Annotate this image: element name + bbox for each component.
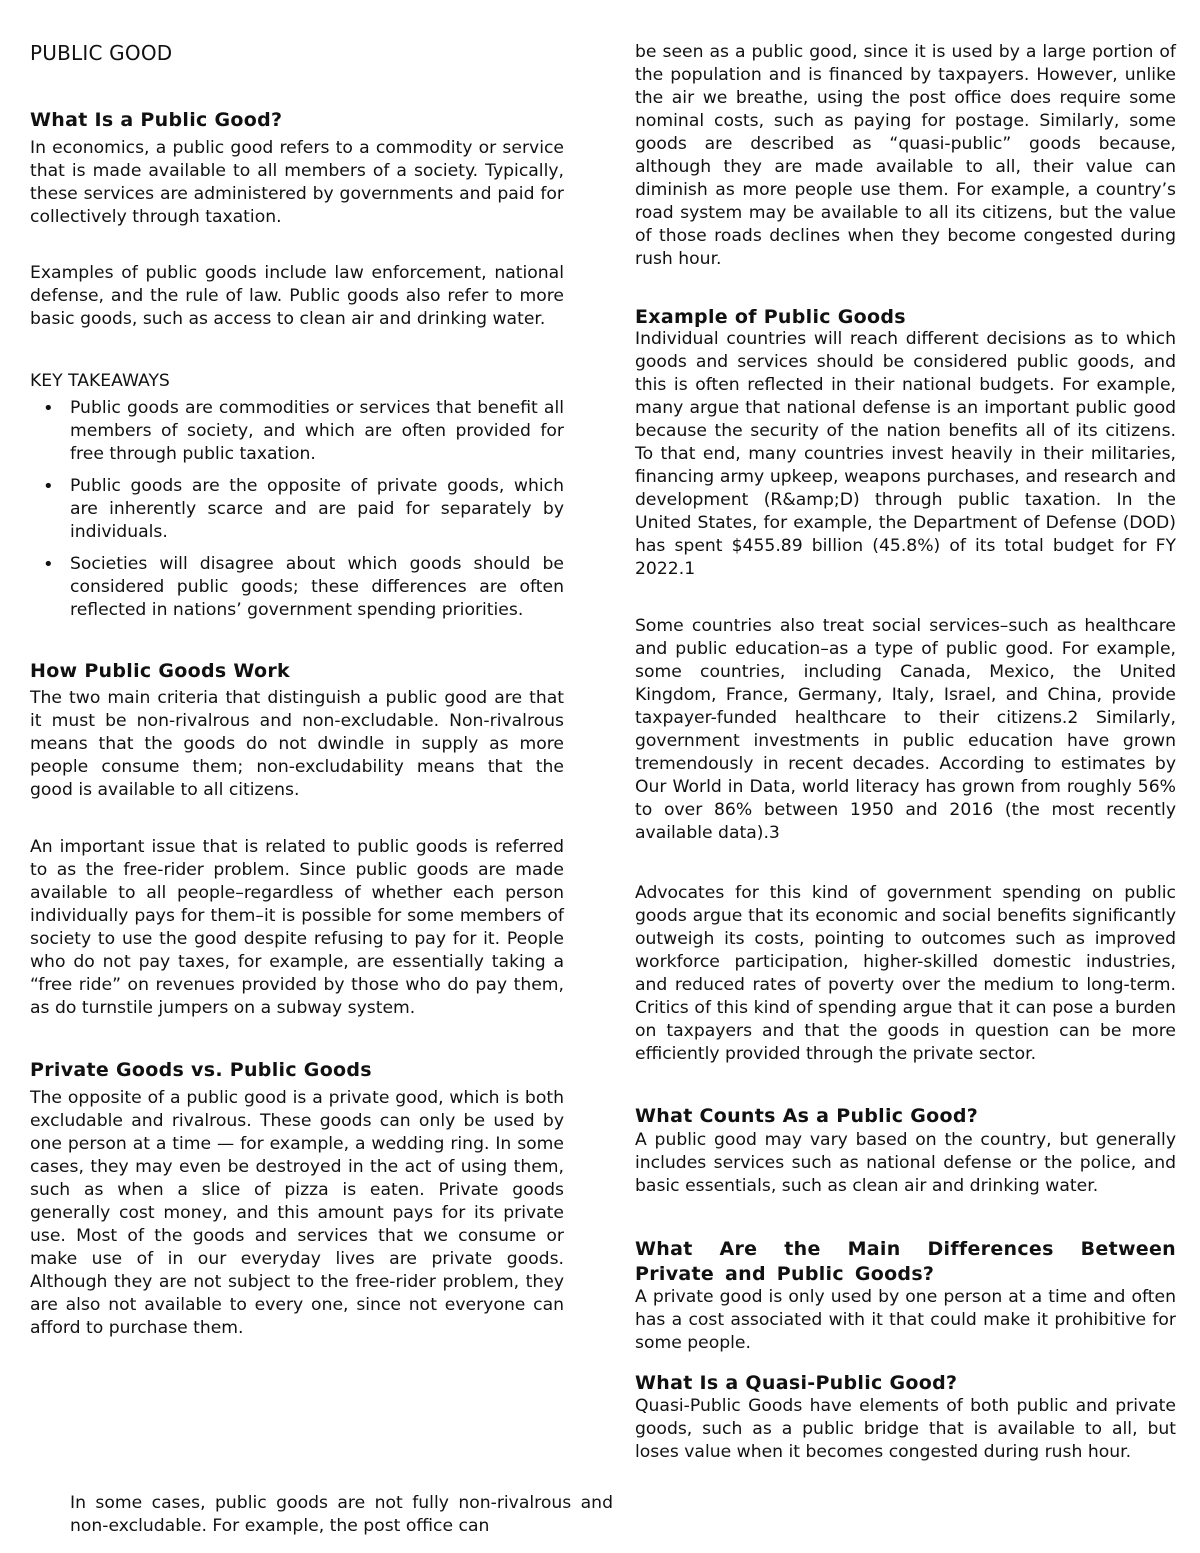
document-title: PUBLIC GOOD (30, 41, 173, 65)
paragraph-how-1: The two main criteria that distinguish a public good are that it must be non-rivalrous and non-excludable. Non-rivalrous means that the goods do not dwindle in supply as more people consume them; non-excludability means that the good is available to all citizens. (30, 688, 564, 800)
paragraph-example-3: Advocates for this kind of government spending on public goods argue that its economic and social benefits significantly outweigh its costs, pointing to outcomes such as improved workforce participation, higher-skilled domestic industries, and reduced rates of poverty over the medium to long-term. Critics of this kind of spending argue that it can pose a burden on taxpayers and that the goods in question can be more efficiently provided through the private sector. (635, 883, 1176, 1064)
list-item: • Societies will disagree about which goods should be considered public goods; these differences are often reflected in nations’ government spending priorities. (70, 553, 564, 622)
heading-what-counts: What Counts As a Public Good? (635, 1105, 979, 1127)
paragraph-what-2: Examples of public goods include law enforcement, national defense, and the rule of law. Public goods also refer to more basic goods, such as access to clean air and drinking water. (30, 263, 564, 329)
heading-quasi-public-good: What Is a Quasi-Public Good? (635, 1372, 958, 1394)
paragraph-what-1: In economics, a public good refers to a commodity or service that is made available to all members of a society. Typically, these services are administered by governments and paid for collectively through taxation. (30, 138, 564, 227)
paragraph-example-2: Some countries also treat social services–such as healthcare and public education–as a type of public good. For example, some countries, including Canada, Mexico, the United Kingdom, France, Germany, Italy, Israel, and China, provide taxpayer-funded healthcare to their citizens.2 Similarly, government investments in public education have grown tremendously in recent decades. According to estimates by Our World in Data, world literacy has grown from roughly 56% to over 86% between 1950 and 2016 (the most recently available data).3 (635, 616, 1176, 843)
paragraph-example-1: Individual countries will reach different decisions as to which goods and services should be considered public goods, and this is often reflected in their national budgets. For example, many argue that national defense is an important public good because the security of the nation benefits all of its citizens. To that end, many countries invest heavily in their militaries, financing army upkeep, weapons purchases, and research and development (R&amp;D) through public taxation. In the United States, for example, the Department of Defense (DOD) has spent $455.89 billion (45.8%) of its total budget for FY 2022.1 (635, 329, 1176, 579)
heading-example-of-public-goods: Example of Public Goods (635, 306, 906, 328)
list-item: • Public goods are commodities or services that benefit all members of society, and which are often provided for free through public taxation. (70, 397, 564, 466)
heading-main-differences: What Are the Main Differences Between Private and Public Goods? (635, 1238, 1176, 1285)
paragraph-how-2: An important issue that is related to public goods is referred to as the free-rider problem. Since public goods are made available to all people–regardless of whether each person individually pays for them–it is possible for some members of society to use the good despite refusing to pay for it. People who do not pay taxes, for example, are essentially taking a “free ride” on revenues provided by those who do pay them, as do turnstile jumpers on a subway system. (30, 837, 564, 1018)
paragraph-private: The opposite of a public good is a private good, which is both excludable and rivalrous. These goods can only be used by one person at a time — for example, a wedding ring. In some cases, they may even be destroyed in the act of using them, such as when a slice of pizza is eaten. Private goods generally cost money, and this amount pays for its private use. Most of the goods and services that we consume or make use of in our everyday lives are private goods. Although they are not subject to the free-rider problem, they are also not available to every one, since not everyone can afford to purchase them. (30, 1088, 564, 1338)
heading-what-is-public-good: What Is a Public Good? (30, 109, 283, 131)
heading-private-vs-public: Private Goods vs. Public Goods (30, 1059, 372, 1081)
paragraph-quasi-public-good: Quasi-Public Goods have elements of both public and private goods, such as a public bridge that is available to all, but loses value when it becomes congested during rush hour. (635, 1396, 1176, 1462)
paragraph-continued: be seen as a public good, since it is used by a large portion of the population and is financed by taxpayers. However, unlike the air we breathe, using the post office does require some nominal costs, such as paying for postage. Similarly, some goods are described as “quasi-public” goods because, although they are made available to all, their value can diminish as more people use them. For example, a country’s road system may be available to all its citizens, but the value of those roads declines when they become congested during rush hour. (635, 42, 1176, 269)
key-takeaways-label: KEY TAKEAWAYS (30, 371, 170, 391)
key-takeaways-list (30, 397, 564, 631)
list-item: • Public goods are the opposite of private goods, which are inherently scarce and are paid for separately by individuals. (70, 475, 564, 544)
paragraph-what-counts: A public good may vary based on the country, but generally includes services such as national defense or the police, and basic essentials, such as clean air and drinking water. (635, 1130, 1176, 1196)
footer-note: In some cases, public goods are not fully non-rivalrous and non-excludable. For example, the post office can (70, 1493, 613, 1536)
heading-how-public-goods-work: How Public Goods Work (30, 660, 290, 682)
paragraph-main-differences: A private good is only used by one person at a time and often has a cost associated with it that could make it prohibitive for some people. (635, 1287, 1176, 1353)
